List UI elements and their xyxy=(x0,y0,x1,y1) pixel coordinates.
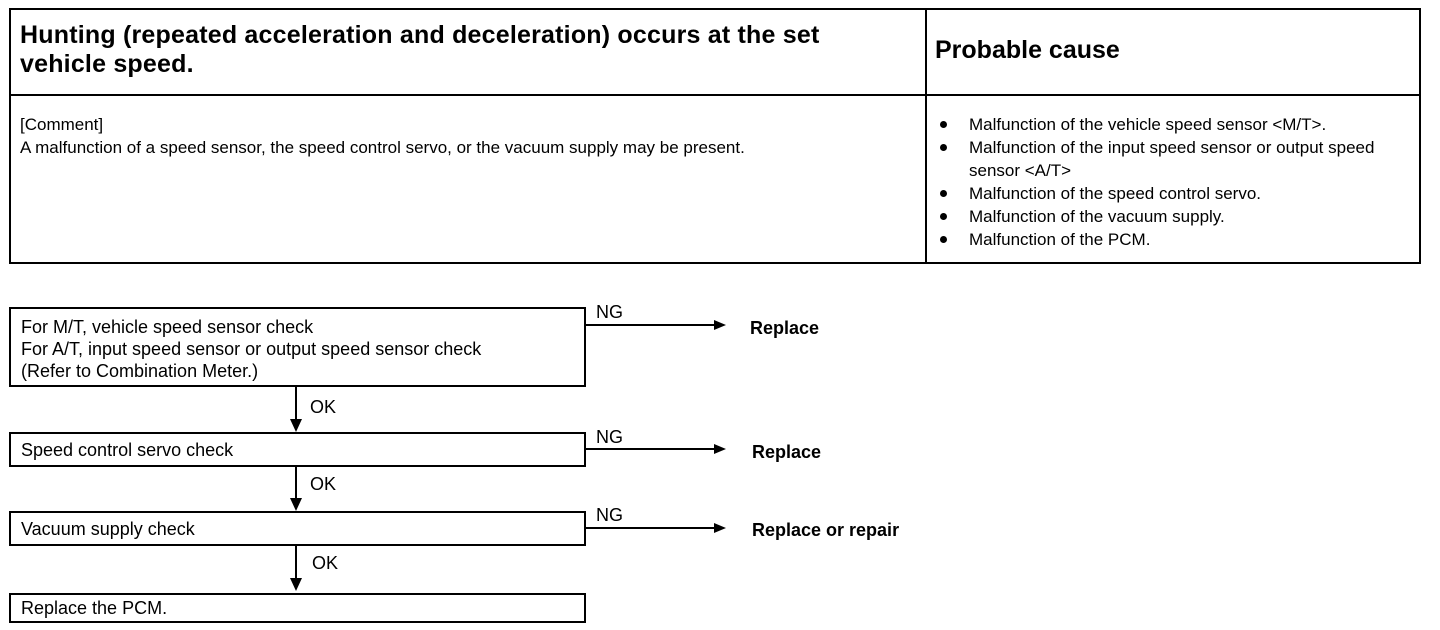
ok-connector-line xyxy=(295,387,297,421)
step-box-sensor-check xyxy=(9,307,586,387)
ng-action-label: Replace or repair xyxy=(752,520,900,540)
ng-label: NG xyxy=(596,302,623,322)
ng-label: NG xyxy=(596,427,623,447)
ng-connector-line xyxy=(586,448,716,450)
ok-connector-line xyxy=(295,467,297,500)
cause-item-text: Malfunction of the input speed sensor or output speed sensor <A/T> xyxy=(969,138,1375,180)
bullet-icon xyxy=(940,144,947,151)
ok-label: OK xyxy=(310,474,337,494)
arrow-right-icon xyxy=(714,320,726,330)
ng-connector-line xyxy=(586,527,716,529)
ng-action-label: Replace xyxy=(752,442,822,462)
step-line: Vacuum supply check xyxy=(21,519,195,539)
step-box-servo-check xyxy=(9,432,586,467)
cause-item xyxy=(935,182,1421,205)
comment-block xyxy=(20,113,920,159)
bullet-icon xyxy=(940,213,947,220)
ng-connector-line xyxy=(586,324,716,326)
probable-cause-title: Probable cause xyxy=(935,36,1120,64)
arrow-down-icon xyxy=(290,498,302,511)
cause-item xyxy=(935,113,1421,136)
cause-item xyxy=(935,205,1421,228)
step-box-replace-pcm xyxy=(9,593,586,623)
probable-cause-list xyxy=(935,113,1421,251)
bullet-icon xyxy=(940,236,947,243)
step-line: For A/T, input speed sensor or output speed sensor check xyxy=(21,339,482,359)
step-line: Replace the PCM. xyxy=(21,598,168,618)
step-box-vacuum-check xyxy=(9,511,586,546)
ok-connector-line xyxy=(295,546,297,580)
arrow-right-icon xyxy=(714,523,726,533)
comment-text: A malfunction of a speed sensor, the speed control servo, or the vacuum supply may be present. xyxy=(20,138,745,157)
symptom-table xyxy=(9,8,1421,264)
ng-label: NG xyxy=(596,505,623,525)
arrow-down-icon xyxy=(290,578,302,591)
cause-item-text: Malfunction of the vehicle speed sensor <M/T>. xyxy=(969,115,1327,134)
ng-action-label: Replace xyxy=(750,318,820,338)
cause-item-text: Malfunction of the speed control servo. xyxy=(969,184,1261,203)
arrow-down-icon xyxy=(290,419,302,432)
arrow-right-icon xyxy=(714,444,726,454)
ok-label: OK xyxy=(310,397,337,417)
table-row-divider xyxy=(11,94,1419,96)
step-line: Speed control servo check xyxy=(21,440,234,460)
cause-item-text: Malfunction of the PCM. xyxy=(969,230,1151,249)
step-line: (Refer to Combination Meter.) xyxy=(21,361,259,381)
table-column-divider xyxy=(925,10,927,262)
ok-label: OK xyxy=(312,553,339,573)
symptom-title: Hunting (repeated acceleration and deceleration) occurs at the set vehicle speed. xyxy=(20,21,820,78)
bullet-icon xyxy=(940,190,947,197)
cause-item-text: Malfunction of the vacuum supply. xyxy=(969,207,1225,226)
comment-label: [Comment] xyxy=(20,115,104,134)
step-line: For M/T, vehicle speed sensor check xyxy=(21,317,314,337)
cause-item xyxy=(935,228,1421,251)
cause-item xyxy=(935,136,1421,182)
bullet-icon xyxy=(940,121,947,128)
